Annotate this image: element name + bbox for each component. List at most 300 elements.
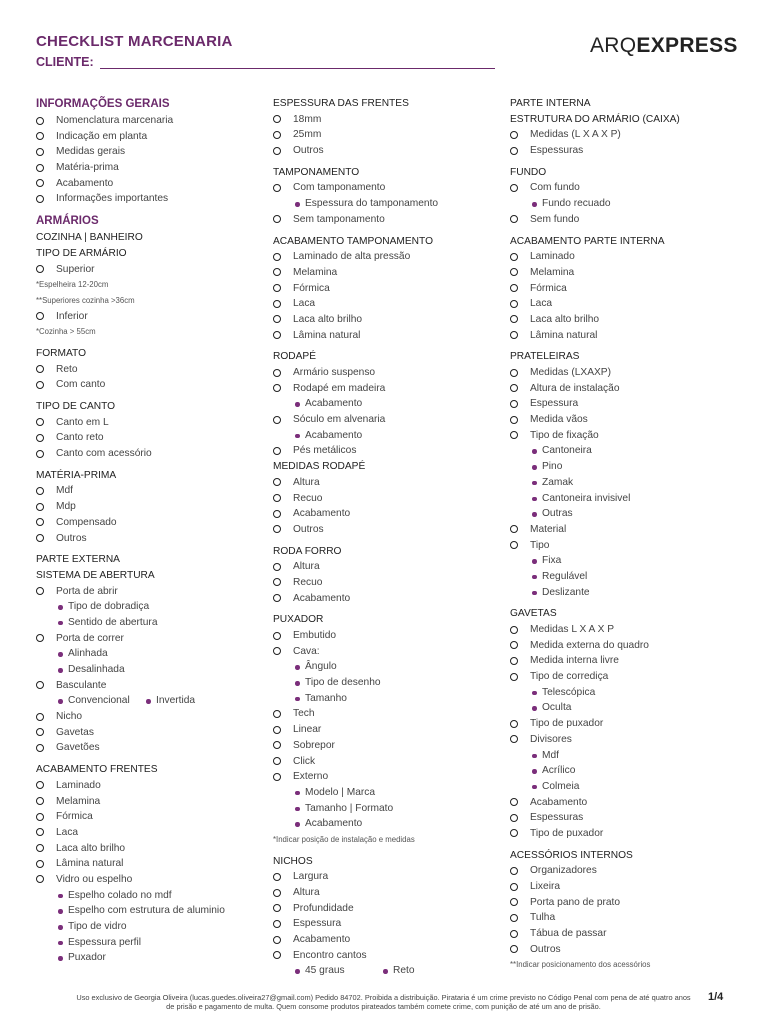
- checklist-option[interactable]: [36, 709, 266, 725]
- checklist-option[interactable]: [273, 127, 503, 143]
- radio-circle-icon[interactable]: [36, 797, 44, 805]
- checklist-option[interactable]: [273, 522, 503, 538]
- checklist-option[interactable]: [510, 622, 740, 638]
- radio-circle-icon[interactable]: [36, 265, 44, 273]
- radio-circle-icon[interactable]: [273, 726, 281, 734]
- radio-circle-icon[interactable]: [510, 253, 518, 261]
- radio-circle-icon[interactable]: [273, 594, 281, 602]
- radio-circle-icon[interactable]: [510, 541, 518, 549]
- option-label: 25mm: [293, 129, 322, 141]
- suboption-label: Desalinhada: [68, 664, 125, 675]
- checklist-suboption: [510, 196, 740, 212]
- option-label: Porta pano de prato: [530, 896, 621, 908]
- suboption-label: Fundo recuado: [542, 198, 611, 210]
- suboption-label: Espessura perfil: [68, 936, 142, 948]
- radio-circle-icon[interactable]: [510, 867, 518, 875]
- option-label: Porta de abrir: [56, 585, 118, 597]
- checklist-suboption: [273, 659, 503, 675]
- suboption-label: Tamanho: [305, 692, 347, 704]
- suboption-label: Acabamento: [305, 398, 363, 410]
- radio-circle-icon[interactable]: [36, 312, 44, 320]
- option-label: Informações importantes: [56, 193, 169, 205]
- radio-circle-icon[interactable]: [36, 518, 44, 526]
- option-label: Laca: [56, 826, 79, 838]
- radio-circle-icon[interactable]: [273, 447, 281, 455]
- option-label: Encontro cantos: [293, 949, 367, 961]
- bullet-dot-icon: [58, 621, 63, 626]
- checklist-option[interactable]: [273, 738, 503, 754]
- page-number: 1/4: [708, 991, 724, 1003]
- checklist-option[interactable]: [510, 826, 740, 842]
- radio-circle-icon[interactable]: [36, 744, 44, 752]
- radio-circle-icon[interactable]: [36, 450, 44, 458]
- checklist-option[interactable]: [273, 212, 503, 228]
- radio-circle-icon[interactable]: [510, 898, 518, 906]
- option-label: Gavetões: [56, 742, 100, 754]
- checklist-suboption: [510, 748, 740, 764]
- option-label: Tipo de puxador: [530, 827, 604, 839]
- suboption-label: Tamanho | Formato: [305, 802, 394, 814]
- checklist-option[interactable]: [273, 249, 503, 265]
- radio-circle-icon[interactable]: [36, 503, 44, 511]
- checklist-option[interactable]: [510, 180, 740, 196]
- checklist-option[interactable]: [273, 644, 503, 660]
- checklist-suboption: [510, 763, 740, 779]
- checklist-suboption: [510, 443, 740, 459]
- radio-circle-icon[interactable]: [36, 534, 44, 542]
- radio-circle-icon[interactable]: [36, 164, 44, 172]
- checklist-option[interactable]: [273, 365, 503, 381]
- checklist-option[interactable]: [510, 538, 740, 554]
- radio-circle-icon[interactable]: [510, 215, 518, 223]
- suboption-label: Espessura do tamponamento: [305, 198, 439, 210]
- checklist-suboption: [273, 428, 503, 444]
- radio-circle-icon[interactable]: [510, 641, 518, 649]
- checklist-option[interactable]: [36, 740, 266, 756]
- bullet-dot-icon: [532, 481, 537, 486]
- checklist-suboption: [273, 801, 503, 817]
- radio-circle-icon[interactable]: [273, 710, 281, 718]
- radio-circle-icon[interactable]: [510, 657, 518, 665]
- bullet-dot-icon: [532, 449, 537, 454]
- option-label: Medida vãos: [530, 414, 588, 426]
- option-label: Tipo de fixação: [530, 429, 599, 441]
- checklist-option[interactable]: [510, 296, 740, 312]
- checklist-suboption: [36, 615, 266, 631]
- suboption-label: Acrílico: [542, 765, 576, 777]
- checklist-option[interactable]: [36, 430, 266, 446]
- option-label: Laca alto brilho: [293, 313, 363, 325]
- checklist-option[interactable]: [510, 127, 740, 143]
- checklist-suboption: [510, 459, 740, 475]
- checklist-option[interactable]: [510, 412, 740, 428]
- radio-circle-icon[interactable]: [510, 798, 518, 806]
- radio-circle-icon[interactable]: [36, 587, 44, 595]
- option-label: Lixeira: [530, 881, 561, 892]
- checklist-option[interactable]: [36, 309, 266, 325]
- checklist-option[interactable]: [36, 362, 266, 378]
- suboption-label: Cantoneira invisivel: [542, 492, 631, 504]
- checklist-option[interactable]: [273, 265, 503, 281]
- radio-circle-icon[interactable]: [510, 284, 518, 292]
- checklist-option[interactable]: [510, 312, 740, 328]
- radio-circle-icon[interactable]: [36, 860, 44, 868]
- checklist-option[interactable]: [36, 415, 266, 431]
- option-label: Laminado: [56, 779, 101, 791]
- radio-circle-icon[interactable]: [273, 115, 281, 123]
- radio-circle-icon[interactable]: [273, 315, 281, 323]
- radio-circle-icon[interactable]: [273, 147, 281, 155]
- checklist-option[interactable]: [273, 754, 503, 770]
- radio-circle-icon[interactable]: [510, 184, 518, 192]
- option-label: Melamina: [56, 795, 101, 807]
- checklist-option[interactable]: [36, 794, 266, 810]
- radio-circle-icon[interactable]: [510, 431, 518, 439]
- checklist-option[interactable]: [273, 112, 503, 128]
- radio-circle-icon[interactable]: [273, 184, 281, 192]
- suboption-label: Tipo de desenho: [305, 677, 381, 689]
- radio-circle-icon[interactable]: [510, 400, 518, 408]
- group-heading: ESTRUTURA DO ARMÁRIO (CAIXA): [510, 113, 680, 125]
- radio-circle-icon[interactable]: [36, 634, 44, 642]
- option-label: Click: [293, 755, 316, 767]
- radio-circle-icon[interactable]: [273, 253, 281, 261]
- option-label: Espessura: [530, 398, 579, 410]
- suboption-label: Acabamento: [305, 429, 363, 441]
- option-label: Fórmica: [56, 811, 93, 823]
- radio-circle-icon[interactable]: [273, 647, 281, 655]
- checklist-suboption-inline: [146, 693, 195, 709]
- checklist-option[interactable]: [36, 584, 266, 600]
- radio-circle-icon[interactable]: [510, 300, 518, 308]
- checklist-option[interactable]: [510, 716, 740, 732]
- checklist-option[interactable]: [273, 491, 503, 507]
- radio-circle-icon[interactable]: [36, 813, 44, 821]
- checklist-option[interactable]: [510, 143, 740, 159]
- arqexpress-logo: [590, 34, 738, 58]
- checklist-option[interactable]: [273, 575, 503, 591]
- checklist-option[interactable]: [36, 129, 266, 145]
- checklist-option[interactable]: [36, 160, 266, 176]
- option-label: Sem fundo: [530, 213, 580, 225]
- checklist-option[interactable]: [273, 312, 503, 328]
- checklist-option[interactable]: [36, 191, 266, 207]
- radio-circle-icon[interactable]: [510, 369, 518, 377]
- option-label: Material: [530, 523, 567, 535]
- group-heading: ACESSÓRIOS INTERNOS: [510, 849, 633, 861]
- option-label: Recuo: [293, 576, 323, 588]
- checklist-option[interactable]: [510, 810, 740, 826]
- option-label: 18mm: [293, 113, 322, 125]
- radio-circle-icon[interactable]: [510, 131, 518, 139]
- checklist-option[interactable]: [36, 499, 266, 515]
- option-label: Canto reto: [56, 432, 104, 444]
- radio-circle-icon[interactable]: [273, 889, 281, 897]
- option-label: Armário suspenso: [293, 367, 376, 378]
- checklist-suboption: [510, 700, 740, 716]
- checklist-option[interactable]: [510, 396, 740, 412]
- radio-circle-icon[interactable]: [273, 284, 281, 292]
- checklist-suboption: [273, 691, 503, 707]
- checklist-option[interactable]: [36, 631, 266, 647]
- checklist-suboption: [510, 585, 740, 601]
- radio-circle-icon[interactable]: [510, 814, 518, 822]
- footnote: *Indicar posição de instalação e medidas: [273, 834, 415, 844]
- radio-circle-icon[interactable]: [36, 844, 44, 852]
- footnote: *Espelheira 12-20cm: [36, 280, 109, 290]
- checklist-option[interactable]: [510, 732, 740, 748]
- checklist-option[interactable]: [510, 249, 740, 265]
- option-label: Sóculo em alvenaria: [293, 414, 386, 426]
- checklist-option[interactable]: [36, 725, 266, 741]
- radio-circle-icon[interactable]: [510, 945, 518, 953]
- bullet-dot-icon: [295, 681, 300, 686]
- option-label: Gavetas: [56, 726, 94, 738]
- checklist-option[interactable]: [273, 885, 503, 901]
- checklist-option[interactable]: [36, 678, 266, 694]
- checklist-option[interactable]: [36, 872, 266, 888]
- checklist-option[interactable]: [36, 825, 266, 841]
- checklist-option[interactable]: [273, 901, 503, 917]
- checklist-option[interactable]: [36, 778, 266, 794]
- radio-circle-icon[interactable]: [36, 487, 44, 495]
- checklist-option[interactable]: [36, 144, 266, 160]
- radio-circle-icon[interactable]: [36, 781, 44, 789]
- radio-circle-icon[interactable]: [273, 904, 281, 912]
- radio-circle-icon[interactable]: [510, 930, 518, 938]
- column-right: [510, 96, 740, 973]
- checklist-option[interactable]: [36, 262, 266, 278]
- checklist-option[interactable]: [510, 522, 740, 538]
- bullet-dot-icon: [295, 822, 300, 827]
- checklist-option[interactable]: [510, 669, 740, 685]
- group-heading: SISTEMA DE ABERTURA: [36, 569, 155, 581]
- checklist-option[interactable]: [273, 932, 503, 948]
- radio-circle-icon[interactable]: [36, 728, 44, 736]
- checklist-option[interactable]: [273, 591, 503, 607]
- checklist-option[interactable]: [36, 531, 266, 547]
- radio-circle-icon[interactable]: [36, 132, 44, 140]
- option-label: Acabamento: [293, 508, 351, 520]
- checklist-option[interactable]: [273, 559, 503, 575]
- bullet-dot-icon: [295, 791, 300, 796]
- checklist-option[interactable]: [510, 863, 740, 879]
- checklist-option[interactable]: [273, 475, 503, 491]
- checklist-option[interactable]: [510, 638, 740, 654]
- radio-circle-icon[interactable]: [510, 147, 518, 155]
- option-label: Sem tamponamento: [293, 213, 385, 225]
- radio-circle-icon[interactable]: [273, 741, 281, 749]
- option-label: Superior: [56, 263, 95, 275]
- radio-circle-icon[interactable]: [510, 315, 518, 323]
- suboption-label: Tipo de vidro: [68, 921, 127, 932]
- checklist-option[interactable]: [36, 113, 266, 129]
- radio-circle-icon[interactable]: [273, 773, 281, 781]
- radio-circle-icon[interactable]: [36, 381, 44, 389]
- radio-circle-icon[interactable]: [510, 525, 518, 533]
- checklist-option[interactable]: [510, 942, 740, 958]
- radio-circle-icon[interactable]: [273, 131, 281, 139]
- logo-bold-text: EXPRESS: [636, 34, 738, 57]
- logo-light-text: ARQ: [590, 34, 637, 57]
- checklist-option[interactable]: [273, 506, 503, 522]
- radio-circle-icon[interactable]: [273, 951, 281, 959]
- radio-circle-icon[interactable]: [273, 525, 281, 533]
- checklist-option[interactable]: [273, 769, 503, 785]
- checklist-option[interactable]: [510, 895, 740, 911]
- option-label: Basculante: [56, 679, 107, 691]
- checklist-option[interactable]: [510, 365, 740, 381]
- checklist-option[interactable]: [510, 879, 740, 895]
- checklist-option[interactable]: [510, 795, 740, 811]
- checklist-option[interactable]: [36, 176, 266, 192]
- option-label: Porta de correr: [56, 632, 124, 644]
- checklist-option[interactable]: [273, 869, 503, 885]
- radio-circle-icon[interactable]: [273, 578, 281, 586]
- bullet-dot-icon: [295, 969, 300, 974]
- checklist-option[interactable]: [273, 296, 503, 312]
- checklist-option[interactable]: [273, 281, 503, 297]
- client-input-line[interactable]: [100, 68, 495, 69]
- bullet-dot-icon: [58, 699, 63, 704]
- radio-circle-icon[interactable]: [273, 300, 281, 308]
- option-label: Divisores: [530, 733, 572, 745]
- radio-circle-icon[interactable]: [36, 681, 44, 689]
- radio-circle-icon[interactable]: [36, 148, 44, 156]
- checklist-suboption: [273, 675, 503, 691]
- bullet-dot-icon: [532, 202, 537, 207]
- checklist-option[interactable]: [273, 180, 503, 196]
- radio-circle-icon[interactable]: [273, 632, 281, 640]
- option-label: Tipo de corrediça: [530, 671, 609, 683]
- checklist-option[interactable]: [36, 841, 266, 857]
- group-heading: PUXADOR: [273, 614, 324, 626]
- radio-circle-icon[interactable]: [273, 416, 281, 424]
- checklist-option[interactable]: [273, 628, 503, 644]
- radio-circle-icon[interactable]: [36, 179, 44, 187]
- radio-circle-icon[interactable]: [273, 757, 281, 765]
- radio-circle-icon[interactable]: [36, 418, 44, 426]
- bullet-dot-icon: [532, 706, 537, 711]
- bullet-dot-icon: [532, 512, 537, 517]
- radio-circle-icon[interactable]: [273, 873, 281, 881]
- checklist-option[interactable]: [273, 328, 503, 344]
- radio-circle-icon[interactable]: [273, 936, 281, 944]
- checklist-option[interactable]: [510, 281, 740, 297]
- radio-circle-icon[interactable]: [510, 626, 518, 634]
- radio-circle-icon[interactable]: [273, 510, 281, 518]
- radio-circle-icon[interactable]: [273, 369, 281, 377]
- option-label: Compensado: [56, 516, 117, 528]
- checklist-option[interactable]: [36, 483, 266, 499]
- bullet-dot-icon: [58, 941, 63, 946]
- bullet-dot-icon: [146, 699, 151, 704]
- option-label: Lâmina natural: [293, 329, 361, 341]
- checklist-suboption: [273, 816, 503, 832]
- suboption-label: Mdf: [542, 749, 559, 761]
- bullet-dot-icon: [532, 691, 537, 696]
- radio-circle-icon[interactable]: [273, 215, 281, 223]
- group-heading: PARTE EXTERNA: [36, 554, 120, 566]
- suboption-label: Pino: [542, 461, 563, 473]
- checklist-option[interactable]: [273, 443, 503, 459]
- checklist-option[interactable]: [36, 856, 266, 872]
- radio-circle-icon[interactable]: [273, 563, 281, 571]
- checklist-suboption: [36, 662, 266, 678]
- option-label: Embutido: [293, 630, 337, 641]
- radio-circle-icon[interactable]: [510, 914, 518, 922]
- checklist-option[interactable]: [510, 212, 740, 228]
- checklist-option[interactable]: [273, 143, 503, 159]
- option-label: Altura: [293, 476, 320, 488]
- radio-circle-icon[interactable]: [36, 875, 44, 883]
- option-label: Outros: [293, 145, 324, 157]
- checklist-option[interactable]: [510, 926, 740, 942]
- radio-circle-icon[interactable]: [510, 720, 518, 728]
- radio-circle-icon[interactable]: [510, 384, 518, 392]
- checklist-option[interactable]: [273, 381, 503, 397]
- suboption-label: Modelo | Marca: [305, 786, 376, 798]
- checklist-option[interactable]: [510, 653, 740, 669]
- checklist-option[interactable]: [36, 377, 266, 393]
- option-label: Medidas (L X A X P): [530, 129, 621, 141]
- radio-circle-icon[interactable]: [510, 829, 518, 837]
- checklist-option[interactable]: [510, 265, 740, 281]
- radio-circle-icon[interactable]: [36, 713, 44, 721]
- radio-circle-icon[interactable]: [510, 883, 518, 891]
- checklist-option[interactable]: [273, 948, 503, 964]
- radio-circle-icon[interactable]: [510, 331, 518, 339]
- radio-circle-icon[interactable]: [273, 478, 281, 486]
- radio-circle-icon[interactable]: [510, 268, 518, 276]
- option-label: Lâmina natural: [530, 329, 598, 341]
- radio-circle-icon[interactable]: [273, 494, 281, 502]
- group-heading: FORMATO: [36, 347, 86, 359]
- radio-circle-icon[interactable]: [273, 384, 281, 392]
- checklist-option[interactable]: [510, 381, 740, 397]
- checklist-option[interactable]: [510, 328, 740, 344]
- checklist-option[interactable]: [510, 910, 740, 926]
- checklist-suboption: [273, 396, 503, 412]
- radio-circle-icon[interactable]: [273, 331, 281, 339]
- checklist-option[interactable]: [273, 412, 503, 428]
- checklist-suboption: [273, 785, 503, 801]
- radio-circle-icon[interactable]: [510, 416, 518, 424]
- bullet-dot-icon: [295, 434, 300, 439]
- checklist-option[interactable]: [273, 916, 503, 932]
- radio-circle-icon[interactable]: [36, 365, 44, 373]
- client-label: CLIENTE:: [36, 55, 94, 69]
- radio-circle-icon[interactable]: [36, 434, 44, 442]
- radio-circle-icon[interactable]: [273, 268, 281, 276]
- radio-circle-icon[interactable]: [273, 920, 281, 928]
- checklist-option[interactable]: [273, 706, 503, 722]
- checklist-option[interactable]: [273, 722, 503, 738]
- radio-circle-icon[interactable]: [36, 195, 44, 203]
- checklist-option[interactable]: [36, 515, 266, 531]
- suboption-label: Fixa: [542, 555, 562, 567]
- radio-circle-icon[interactable]: [510, 673, 518, 681]
- suboption-label: Ângulo: [305, 661, 337, 673]
- suboption-label: Outras: [542, 508, 573, 520]
- radio-circle-icon[interactable]: [510, 735, 518, 743]
- radio-circle-icon[interactable]: [36, 117, 44, 125]
- footer-notice: Uso exclusivo de Georgia Oliveira (lucas.guedes.oliveira27@gmail.com) Pedido 84702. Proibida a distribuição. Pirataria é um crime previsto no Código Penal com pena de até quatro anos de prisão e pagamento de multa. Quem consome produtos pirateados também comete crime, com punição de até um ano de prisão.: [76, 993, 691, 1011]
- checklist-option[interactable]: [36, 446, 266, 462]
- radio-circle-icon[interactable]: [36, 828, 44, 836]
- checklist-option[interactable]: [36, 809, 266, 825]
- checklist-option[interactable]: [510, 428, 740, 444]
